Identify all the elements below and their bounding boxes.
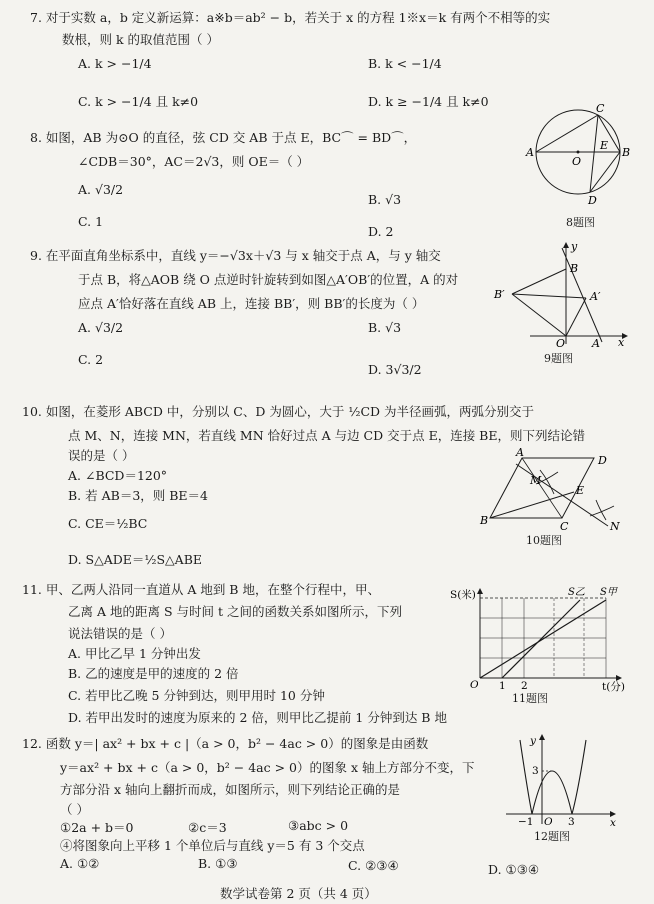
- q12-option-d: D. ①③④: [488, 862, 540, 877]
- q9-option-d: D. 3√3/2: [368, 362, 422, 377]
- q8-center-dot: [577, 151, 580, 154]
- q8-label-e: E: [600, 139, 609, 152]
- q11-label-sjia: S甲: [600, 587, 617, 598]
- q12-label-x: x: [610, 817, 616, 829]
- q12-option-c: C. ②③④: [348, 858, 399, 873]
- q9-segment-ob2: [512, 294, 566, 336]
- q12-parabola-figure: [500, 734, 620, 828]
- q11-stem-line3: 说法错误的是（ ）: [68, 626, 172, 641]
- q9-option-c: C. 2: [78, 352, 104, 367]
- q9-option-a: A. √3/2: [78, 320, 124, 335]
- q12-option-a: A. ①②: [60, 856, 100, 871]
- q9-label-a: A: [592, 337, 600, 350]
- q10-option-c: C. CE＝½BC: [68, 516, 148, 531]
- q11-distance-time-graph: [450, 586, 640, 692]
- q11-s-arrow: [477, 588, 483, 594]
- q10-stem-line1: 10. 如图，在菱形 ABCD 中，分别以 C、D 为圆心，大于 ½CD 为半径画弧，两弧分别交于: [22, 404, 535, 419]
- q12-item-3: ③abc > 0: [288, 818, 349, 833]
- q12-stem-line1: 12. 函数 y＝| ax² + bx + c |（a > 0，b² − 4ac > 0）的图象是由函数: [22, 736, 429, 751]
- q11-label-s: S(米): [450, 589, 476, 601]
- q7-option-b: B. k < −1/4: [368, 56, 442, 71]
- q11-line-jia: [480, 600, 606, 678]
- q12-label-y: y: [530, 735, 536, 747]
- q11-option-a: A. 甲比乙早 1 分钟出发: [68, 646, 201, 661]
- q8-segment-ac: [536, 115, 598, 152]
- q8-label-d: D: [588, 194, 597, 207]
- q10-option-d: D. S△ADE＝½S△ABE: [68, 552, 203, 567]
- q11-option-d: D. 若甲出发时的速度为原来的 2 倍，则甲比乙提前 1 分钟到达 B 地: [68, 710, 447, 725]
- q12-stem-line4: （ ）: [60, 802, 89, 817]
- q9-label-b-prime: B′: [494, 288, 505, 301]
- q11-line-yi: [502, 600, 580, 678]
- q11-label-tick2: 2: [521, 680, 528, 692]
- q8-label-b: B: [622, 146, 631, 159]
- q10-label-b: B: [480, 514, 489, 527]
- q9-stem-line2: 于点 B，将△AOB 绕 O 点逆时针旋转到如图△A′OB′的位置，A 的对: [78, 272, 459, 287]
- q11-stem-line1: 11. 甲、乙两人沿同一直道从 A 地到 B 地，在整个行程中，甲、: [22, 582, 380, 597]
- q10-diagonal: [522, 458, 562, 518]
- q11-option-b: B. 乙的速度是甲的速度的 2 倍: [68, 666, 239, 681]
- q10-segment-be: [490, 492, 574, 518]
- q12-item-1: ①2a + b＝0: [60, 820, 134, 835]
- q9-label-b: B: [570, 262, 579, 275]
- q9-segment-b2a2: [512, 294, 586, 298]
- q11-label-tick1: 1: [499, 680, 506, 692]
- q9-stem-line3: 应点 A′恰好落在直线 AB 上，连接 BB′，则 BB′的长度为（ ）: [78, 296, 425, 311]
- q10-label-d: D: [598, 454, 607, 467]
- q12-figure-caption: 12题图: [534, 830, 570, 843]
- q10-figure-caption: 10题图: [526, 534, 562, 547]
- q8-label-o: O: [572, 155, 582, 168]
- q10-label-e: E: [576, 484, 585, 497]
- q12-item-4: ④将图象向上平移 1 个单位后与直线 y＝5 有 3 个交点: [60, 838, 365, 853]
- q7-option-c: C. k > −1/4 且 k≠0: [78, 94, 199, 109]
- q12-item-2: ②c＝3: [188, 820, 227, 835]
- q12-parabola-right: [572, 740, 586, 814]
- q9-segment-oa2: [566, 298, 586, 336]
- q9-option-b: B. √3: [368, 320, 402, 335]
- q11-label-syi: S乙: [568, 587, 585, 598]
- q7-option-a: A. k > −1/4: [78, 56, 152, 71]
- q9-label-x: x: [618, 336, 625, 349]
- q9-segment-bb2: [512, 269, 566, 294]
- q10-label-m: M: [530, 474, 542, 487]
- q8-chord-cd: [590, 115, 598, 192]
- q10-stem-line2: 点 M、N，连接 MN，若直线 MN 恰好过点 A 与边 CD 交于点 E，连接 BE，则下列结论错: [68, 428, 585, 443]
- page-footer: 数学试卷第 2 页（共 4 页）: [220, 886, 377, 901]
- q9-label-y: y: [571, 240, 578, 253]
- q12-parabola-hump: [532, 771, 572, 814]
- q10-arc-n2: [590, 506, 614, 516]
- q11-label-t: t(分): [602, 681, 625, 693]
- q7-stem-line2: 数根，则 k 的取值范围（ ）: [62, 32, 219, 47]
- q10-option-b: B. 若 AB＝3，则 BE＝4: [68, 488, 209, 503]
- q8-stem-line2: ∠CDB＝30°，AC＝2√3，则 OE＝（ ）: [78, 154, 310, 169]
- q8-option-a: A. √3/2: [78, 182, 124, 197]
- q8-circle-figure: [518, 104, 638, 214]
- q10-label-c: C: [560, 520, 569, 533]
- q12-stem-line2: y＝ax² + bx + c（a > 0，b² − 4ac > 0）的图象 x 轴上方部分不变，下: [60, 760, 475, 775]
- q8-label-a: A: [526, 146, 534, 159]
- q9-stem-line1: 9. 在平面直角坐标系中，直线 y＝−√3x＋√3 与 x 轴交于点 A，与 y 轴交: [30, 248, 441, 263]
- q10-label-a: A: [516, 446, 524, 459]
- q10-option-a: A. ∠BCD＝120°: [68, 468, 168, 483]
- q8-stem-line1: 8. 如图，AB 为⊙O 的直径，弦 CD 交 AB 于点 E，BC⌒ = BD⌒，: [30, 130, 417, 145]
- q12-label-o: O: [544, 816, 553, 828]
- q7-option-d: D. k ≥ −1/4 且 k≠0: [368, 94, 489, 109]
- q8-option-c: C. 1: [78, 214, 104, 229]
- q9-label-a-prime: A′: [590, 290, 601, 303]
- q8-option-b: B. √3: [368, 192, 402, 207]
- q12-option-b: B. ①③: [198, 856, 238, 871]
- q10-rhombus-figure: [478, 446, 628, 535]
- q9-coordinate-figure: [490, 240, 630, 350]
- q9-figure-caption: 9题图: [544, 352, 573, 365]
- q11-option-c: C. 若甲比乙晚 5 分钟到达，则甲用时 10 分钟: [68, 688, 325, 703]
- q12-stem-line3: 方部分沿 x 轴向上翻折而成，如图所示，则下列结论正确的是: [60, 782, 400, 797]
- q10-stem-line3: 误的是（ ）: [68, 448, 135, 463]
- q8-label-c: C: [596, 102, 605, 115]
- q8-option-d: D. 2: [368, 224, 394, 239]
- q8-figure-caption: 8题图: [566, 216, 595, 229]
- q11-figure-caption: 11题图: [512, 692, 548, 705]
- q11-stem-line2: 乙离 A 地的距离 S 与时间 t 之间的函数关系如图所示，下列: [68, 604, 402, 619]
- q9-y-arrow: [563, 242, 569, 248]
- q12-label-three-x: 3: [568, 816, 575, 828]
- q12-label-three-y: 3: [532, 765, 539, 777]
- q12-y-arrow: [539, 734, 545, 740]
- q11-label-o: O: [470, 679, 479, 691]
- q12-parabola-left: [520, 740, 532, 814]
- q7-stem-line1: 7. 对于实数 a，b 定义新运算：a※b＝ab² − b，若关于 x 的方程 1※x＝k 有两个不相等的实: [30, 10, 551, 25]
- q9-label-o: O: [556, 337, 566, 350]
- q10-label-n: N: [610, 520, 620, 533]
- q12-label-minus-one: −1: [518, 816, 534, 828]
